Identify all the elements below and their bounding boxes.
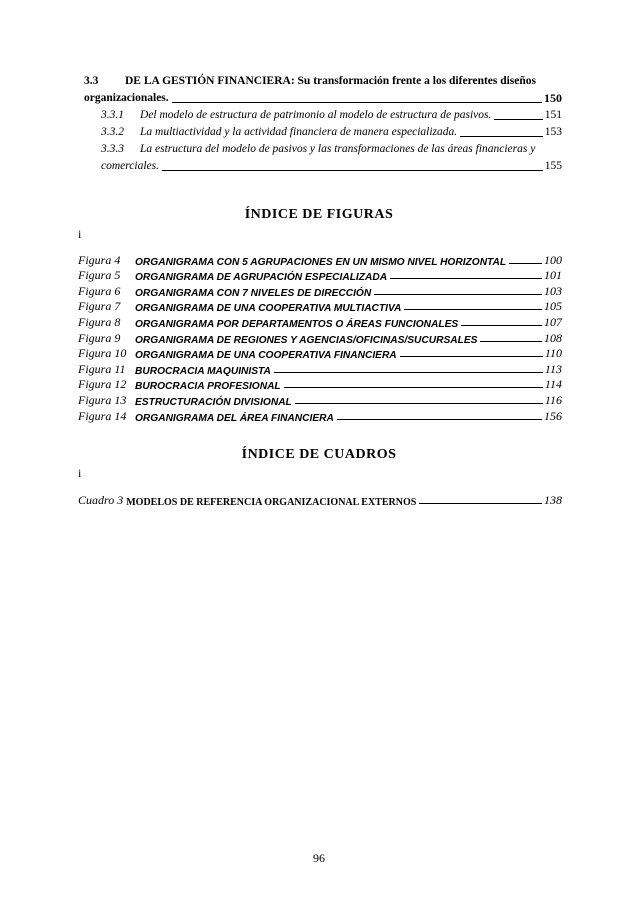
figure-title: ESTRUCTURACIÓN DIVISIONAL	[135, 396, 292, 408]
figure-page: 113	[544, 361, 562, 376]
figure-label: Figura 6	[78, 283, 121, 298]
table-of-contents	[84, 73, 562, 175]
figure-label: Figura 4	[78, 252, 121, 267]
tables-heading: ÍNDICE DE CUADROS	[241, 447, 397, 462]
figure-page: 156	[544, 408, 562, 423]
stray-character: i	[78, 227, 82, 241]
figure-title: BUROCRACIA MAQUINISTA	[135, 365, 271, 377]
toc-subsection-title-line2: comerciales.	[101, 160, 160, 172]
list-item[interactable]	[78, 493, 562, 508]
toc-section-number: 3.3	[84, 75, 99, 87]
figure-title: ORGANIGRAMA CON 7 NIVELES DE DIRECCIÓN	[135, 287, 372, 299]
figure-label: Figura 14	[78, 408, 127, 423]
toc-section-title-line2: organizacionales.	[84, 92, 169, 104]
toc-subsection-number: 3.3.1	[101, 109, 124, 121]
leader-line	[295, 403, 543, 404]
page-number: 96	[313, 851, 325, 865]
leader-line	[404, 309, 542, 310]
list-item[interactable]	[78, 252, 562, 268]
figure-page: 114	[544, 377, 562, 392]
leader-line	[460, 136, 543, 137]
toc-subsection-title: Del modelo de estructura de patrimonio al modelo de estructura de pasivos.	[140, 109, 492, 121]
figure-page: 105	[544, 299, 562, 314]
list-item[interactable]	[78, 377, 562, 393]
toc-subsection-page: 155	[544, 160, 562, 172]
toc-section-3-3[interactable]	[84, 73, 562, 90]
figure-title: ORGANIGRAMA POR DEPARTAMENTOS O ÁREAS FUNCIONALES	[135, 318, 459, 330]
figure-title: BUROCRACIA PROFESIONAL	[135, 381, 281, 393]
leader-line	[337, 419, 542, 420]
leader-line	[509, 263, 542, 264]
figure-title: ORGANIGRAMA CON 5 AGRUPACIONES EN UN MISMO NIVEL HORIZONTAL	[135, 256, 507, 268]
figure-page: 116	[544, 392, 562, 407]
list-item[interactable]	[78, 314, 562, 330]
leader-line	[494, 119, 542, 120]
figure-label: Figura 9	[78, 330, 121, 345]
table-title: MODELOS DE REFERENCIA ORGANIZACIONAL EXTERNOS	[126, 497, 417, 508]
stray-character: i	[78, 466, 82, 480]
figure-label: Figura 8	[78, 314, 121, 329]
toc-subsection-3-3-3-cont[interactable]	[84, 158, 562, 175]
figure-title: ORGANIGRAMA DEL ÁREA FINANCIERA	[135, 412, 334, 424]
leader-line	[419, 503, 542, 504]
toc-subsection-page: 151	[544, 109, 562, 121]
figures-list	[78, 252, 562, 424]
figure-page: 100	[544, 252, 562, 267]
leader-line	[480, 341, 542, 342]
figure-page: 107	[544, 314, 562, 329]
list-item[interactable]	[78, 268, 562, 284]
list-item[interactable]	[78, 283, 562, 299]
leader-line	[172, 102, 542, 103]
figure-title: ORGANIGRAMA DE UNA COOPERATIVA FINANCIERA	[135, 350, 397, 362]
list-item[interactable]	[78, 299, 562, 315]
table-label: Cuadro 3	[78, 493, 124, 507]
figure-page: 103	[544, 283, 562, 298]
figure-page: 110	[544, 346, 562, 361]
figure-label: Figura 12	[78, 377, 127, 392]
leader-line	[284, 387, 543, 388]
list-item[interactable]	[78, 346, 562, 362]
toc-subsection-3-3-2[interactable]	[84, 124, 562, 141]
list-item[interactable]	[78, 392, 562, 408]
toc-subsection-number: 3.3.2	[101, 126, 124, 138]
toc-subsection-title-line1: La estructura del modelo de pasivos y las transformaciones de las áreas financieras y	[140, 143, 536, 155]
list-item[interactable]	[78, 408, 562, 424]
table-page: 138	[544, 493, 562, 507]
toc-subsection-page: 153	[544, 126, 562, 138]
figure-label: Figura 13	[78, 392, 127, 407]
leader-line	[374, 294, 542, 295]
leader-line	[390, 278, 542, 279]
list-item[interactable]	[78, 361, 562, 377]
toc-subsection-number: 3.3.3	[101, 143, 124, 155]
leader-line	[461, 325, 542, 326]
figure-title: ORGANIGRAMA DE UNA COOPERATIVA MULTIACTIVA	[135, 303, 402, 315]
toc-section-page: 150	[544, 91, 562, 105]
figure-page: 108	[544, 330, 562, 345]
figures-heading: ÍNDICE DE FIGURAS	[244, 207, 394, 222]
list-item[interactable]	[78, 330, 562, 346]
toc-subsection-title: La multiactividad y la actividad financiera de manera especializada.	[140, 126, 458, 138]
toc-subsection-3-3-3[interactable]	[84, 141, 562, 158]
figure-label: Figura 10	[78, 346, 127, 361]
figure-page: 101	[544, 268, 562, 283]
toc-section-3-3-cont[interactable]	[84, 90, 562, 107]
figure-label: Figura 5	[78, 268, 121, 283]
figure-title: ORGANIGRAMA DE REGIONES Y AGENCIAS/OFICINAS/SUCURSALES	[135, 334, 478, 346]
leader-line	[274, 372, 543, 373]
leader-line	[400, 356, 543, 357]
toc-subsection-3-3-1[interactable]	[84, 107, 562, 124]
figure-title: ORGANIGRAMA DE AGRUPACIÓN ESPECIALIZADA	[135, 272, 388, 284]
figure-label: Figura 11	[78, 361, 126, 376]
toc-section-title-line1: DE LA GESTIÓN FINANCIERA: Su transformación frente a los diferentes diseños	[125, 75, 537, 87]
leader-line	[162, 170, 543, 171]
figure-label: Figura 7	[78, 299, 121, 314]
